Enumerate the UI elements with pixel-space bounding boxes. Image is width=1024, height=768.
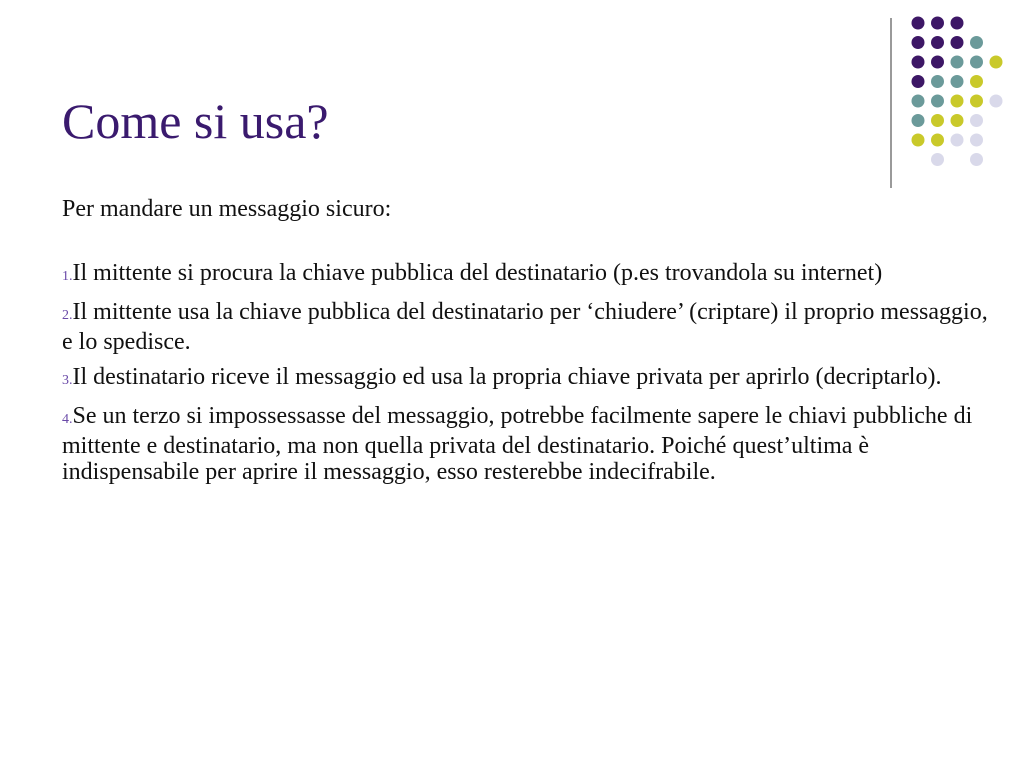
- list-item: [62, 403, 992, 485]
- list-item: [62, 260, 992, 290]
- numbered-list: [62, 260, 992, 485]
- decorative-dot: [970, 114, 983, 127]
- decorative-dot: [970, 56, 983, 69]
- decorative-dot: [951, 56, 964, 69]
- decorative-dot: [931, 75, 944, 88]
- decorative-dot: [931, 95, 944, 108]
- decorative-dot-grid: [0, 0, 1024, 200]
- decorative-dot: [931, 56, 944, 69]
- decorative-dot: [931, 36, 944, 49]
- decorative-dot: [931, 153, 944, 166]
- decorative-dot: [951, 17, 964, 30]
- list-item: [62, 299, 992, 355]
- decorative-dot: [951, 75, 964, 88]
- decorative-dot: [970, 75, 983, 88]
- list-text: Se un terzo si impossessasse del messaggio, potrebbe facilmente sapere le chiavi pubbliche di mittente e destinatario, ma non quella privata del destinatario. Poiché quest’ultima è indispensabile per aprire il messaggio, esso resterebbe indecifrabile.: [62, 403, 973, 485]
- decorative-dot: [912, 17, 925, 30]
- list-text: Il destinatario riceve il messaggio ed usa la propria chiave privata per aprirlo (decriptarlo).: [72, 364, 942, 390]
- decorative-dot: [912, 36, 925, 49]
- decorative-dot: [990, 56, 1003, 69]
- decorative-dot: [912, 56, 925, 69]
- decorative-dot: [970, 36, 983, 49]
- slide-body: [62, 196, 992, 494]
- list-number: 4.: [62, 412, 73, 427]
- decorative-dot: [951, 36, 964, 49]
- decorative-dot: [990, 95, 1003, 108]
- decorative-dot: [912, 75, 925, 88]
- list-text: Il mittente usa la chiave pubblica del destinatario per ‘chiudere’ (criptare) il proprio messaggio, e lo spedisce.: [62, 299, 988, 355]
- decorative-dot: [951, 95, 964, 108]
- intro-text: Per mandare un messaggio sicuro:: [62, 196, 392, 222]
- decorative-dot: [970, 95, 983, 108]
- decorative-dot: [970, 134, 983, 147]
- decorative-dot: [931, 134, 944, 147]
- decorative-dot: [912, 114, 925, 127]
- decorative-dot: [931, 114, 944, 127]
- decorative-dot: [951, 134, 964, 147]
- decorative-dot: [912, 134, 925, 147]
- decorative-dot: [912, 95, 925, 108]
- list-item: [62, 364, 992, 394]
- list-number: 2.: [62, 308, 73, 323]
- decorative-dot: [970, 153, 983, 166]
- slide-title: Come si usa?: [62, 93, 329, 149]
- list-text: Il mittente si procura la chiave pubblica del destinatario (p.es trovandola su internet): [72, 260, 883, 286]
- list-number: 3.: [62, 373, 73, 388]
- decorative-dot: [951, 114, 964, 127]
- decorative-dot: [931, 17, 944, 30]
- list-number: 1.: [62, 269, 73, 284]
